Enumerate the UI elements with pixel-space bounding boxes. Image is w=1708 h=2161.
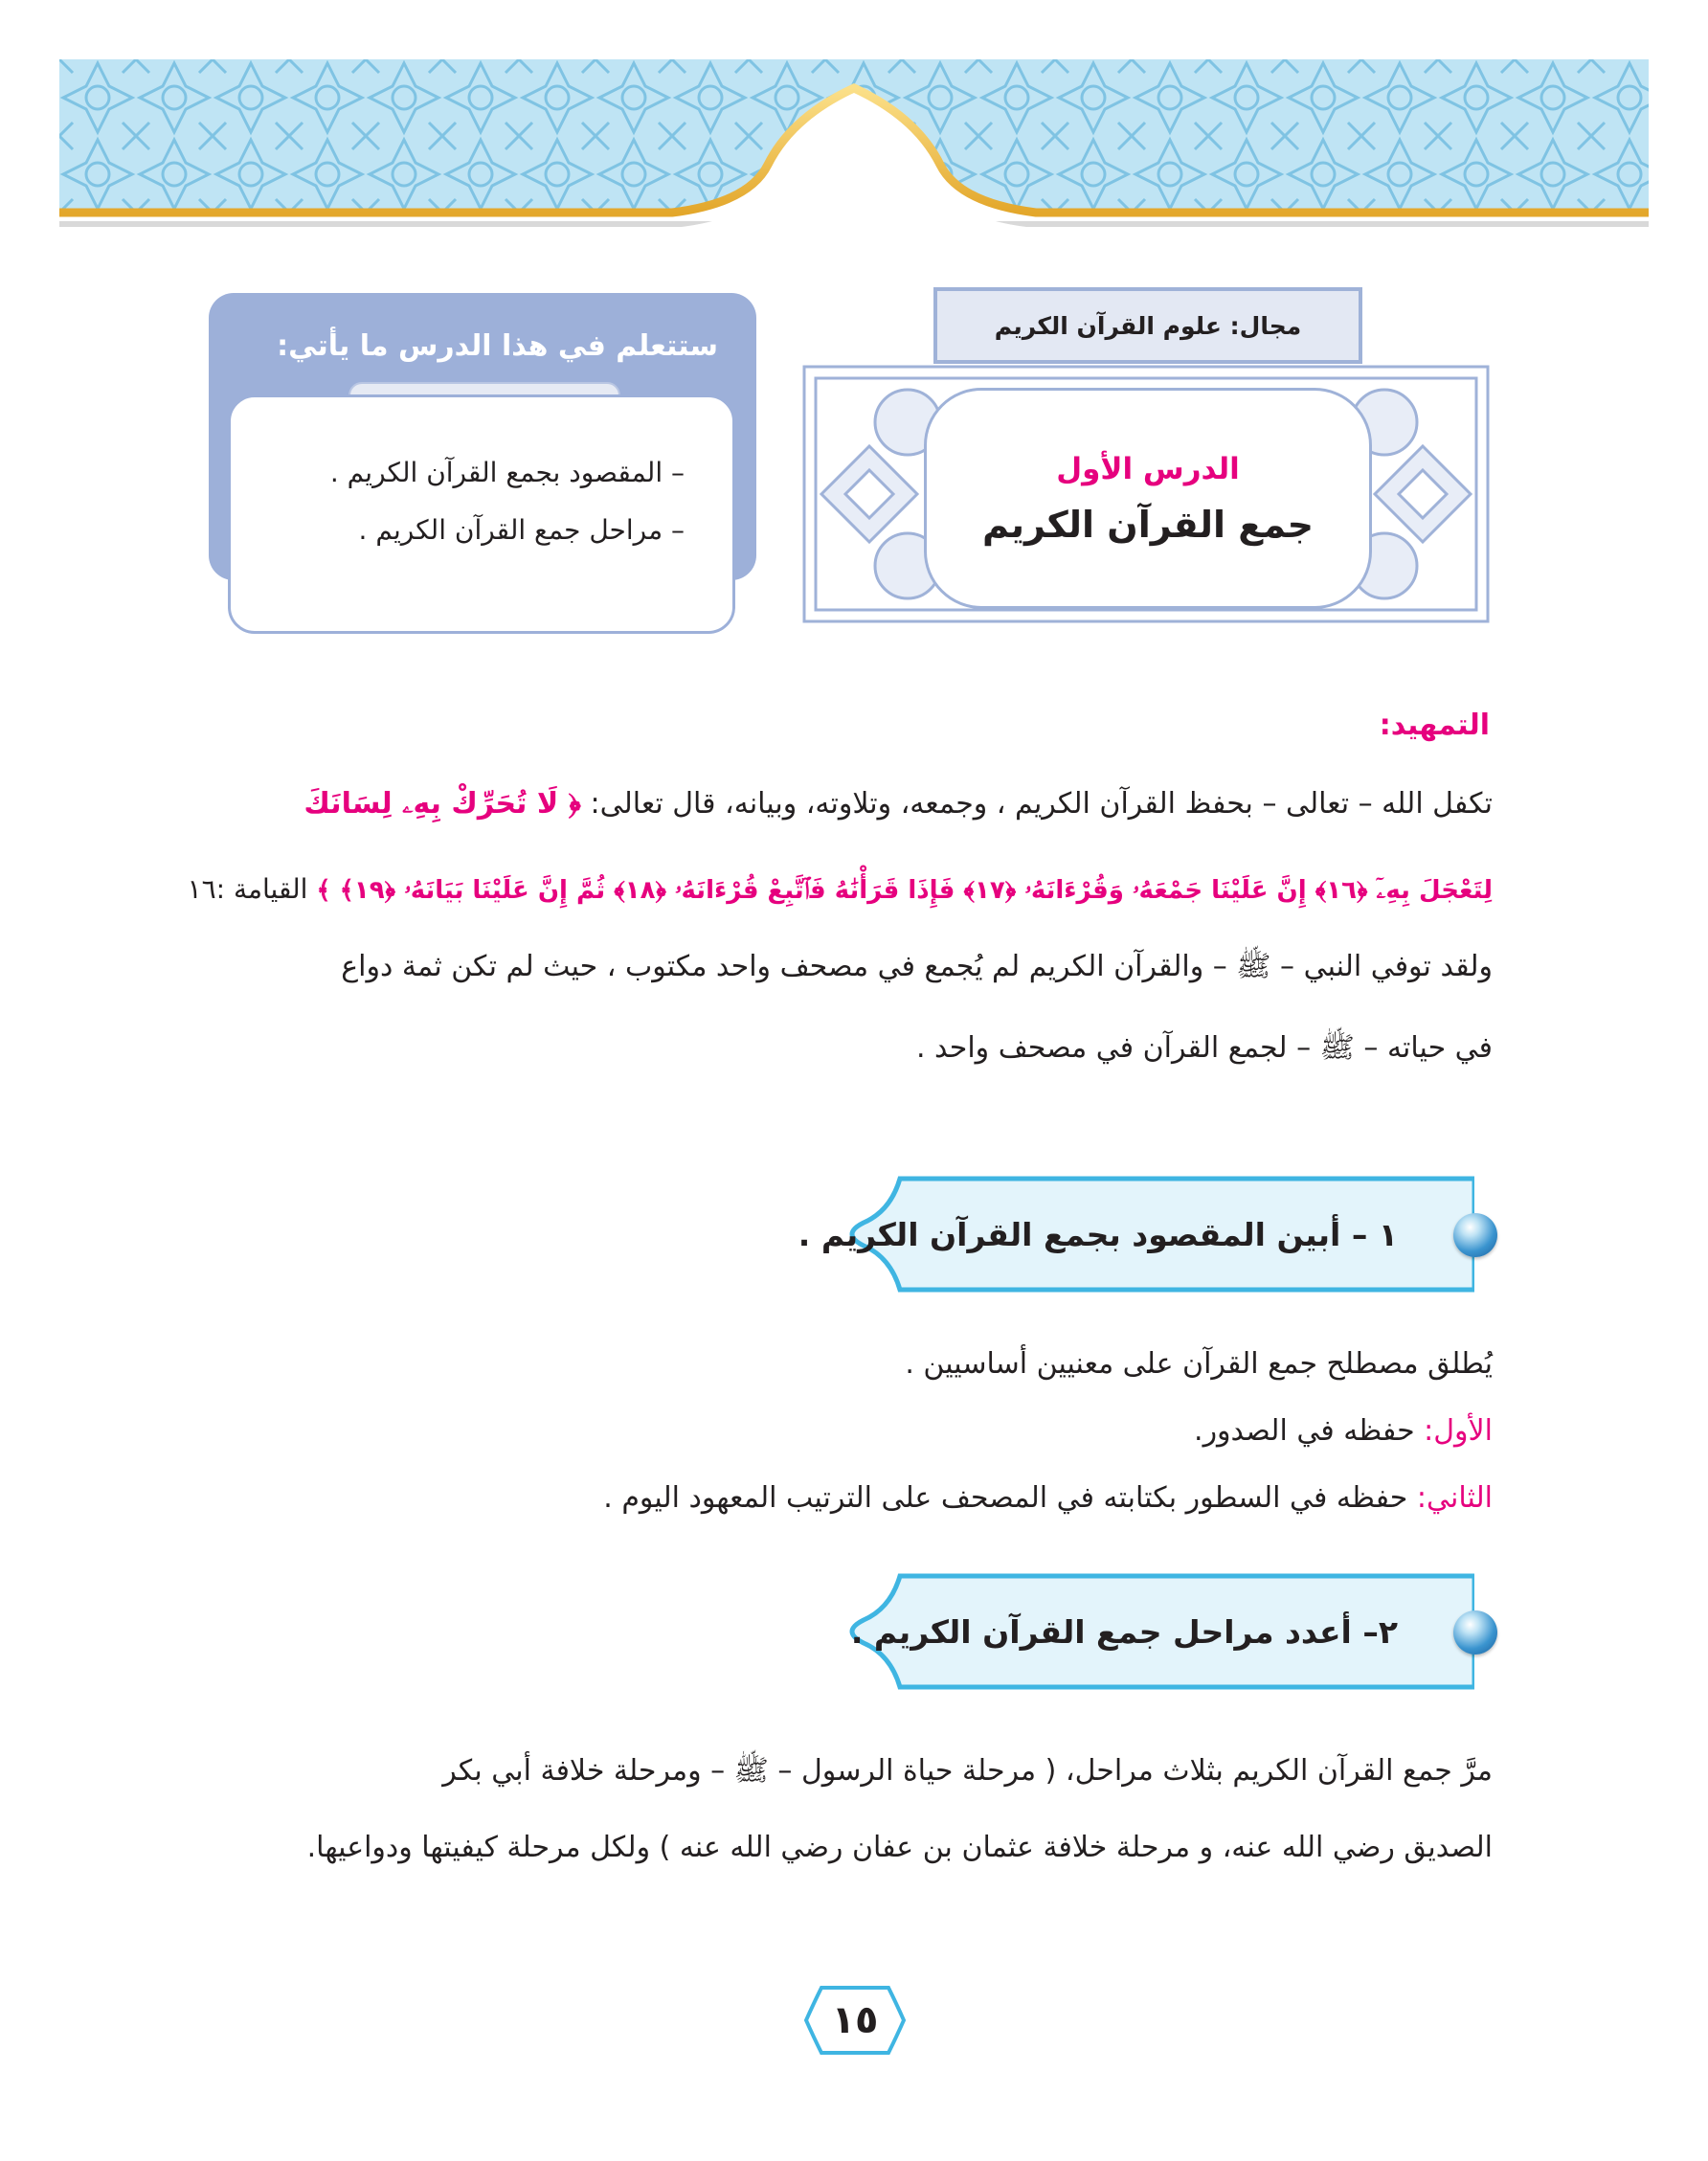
header-banner bbox=[59, 59, 1649, 243]
objectives-list bbox=[228, 394, 735, 634]
intro-line-1 bbox=[210, 787, 1493, 821]
answer-1-second bbox=[210, 1481, 1493, 1515]
question-2-banner bbox=[843, 1570, 1474, 1693]
intro-line-4: في حياته – ﷺ – لجمع القرآن في مصحف واحد . bbox=[915, 1031, 1493, 1065]
page-number: ١٥ bbox=[831, 1998, 879, 2042]
intro-heading: التمهيد: bbox=[1379, 709, 1490, 742]
lesson-number: الدرس الأول bbox=[1056, 451, 1240, 486]
question-1-text: ١ – أبين المقصود بجمع القرآن الكريم . bbox=[798, 1215, 1398, 1253]
question-2-text: ٢– أعدد مراحل جمع القرآن الكريم . bbox=[850, 1612, 1398, 1651]
answer-2-line-1: مرَّ جمع القرآن الكريم بثلاث مراحل، ( مرحلة حياة الرسول – ﷺ – ومرحلة خلافة أبي بكر bbox=[442, 1754, 1493, 1788]
quran-verse: لِتَعْجَلَ بِهِۦٓ ﴿١٦﴾ إِنَّ عَلَيْنَا جَمْعَهُۥ وَقُرْءَانَهُۥ ﴿١٧﴾ فَإِذَا قَرَأْنَٰهُ فَٱتَّبِعْ قُرْءَانَهُۥ ﴿١٨﴾ ثُمَّ إِنَّ عَلَيْنَا بَيَانَهُۥ ﴿١٩﴾ ﴾ bbox=[316, 876, 1493, 905]
intro-line-3: ولقد توفي النبي – ﷺ – والقرآن الكريم لم يُجمع في مصحف واحد مكتوب ، حيث لم تكن ثمة دواع bbox=[341, 950, 1493, 983]
first-label: الأول: bbox=[1424, 1414, 1493, 1448]
arabesque-banner-graphic bbox=[59, 59, 1649, 243]
surah-reference: القيامة :١٦ bbox=[187, 873, 317, 905]
lesson-title: جمع القرآن الكريم bbox=[981, 503, 1315, 546]
question-1-banner bbox=[798, 1173, 1474, 1295]
intro-text: تكفل الله – تعالى – بحفظ القرآن الكريم ، وجمعه، وتلاوته، وبيانه، قال تعالى: bbox=[580, 787, 1493, 821]
blue-bullet-icon bbox=[1453, 1610, 1497, 1655]
answer-1-line-1: يُطلق مصطلح جمع القرآن على معنيين أساسيين . bbox=[905, 1347, 1493, 1381]
quran-verse-start: ﴿ لَا تُحَرِّكْ بِهِۦ لِسَانَكَ bbox=[303, 787, 581, 821]
lesson-title-card bbox=[924, 388, 1372, 609]
blue-bullet-icon bbox=[1453, 1213, 1497, 1257]
answer-2-line-2: الصديق رضي الله عنه، و مرحلة خلافة عثمان بن عفان رضي الله عنه ) ولكل مرحلة كيفيتها ودواعيها. bbox=[306, 1831, 1493, 1864]
page-number-badge bbox=[802, 1984, 908, 2057]
objective-item: – مراحل جمع القرآن الكريم . bbox=[358, 514, 685, 546]
objectives-title: ستتعلم في هذا الدرس ما يأتي: bbox=[277, 329, 718, 363]
quran-verse-line bbox=[187, 873, 1493, 906]
first-text: حفظه في الصدور. bbox=[1194, 1414, 1425, 1448]
second-text: حفظه في السطور بكتابته في المصحف على الترتيب المعهود اليوم . bbox=[603, 1481, 1417, 1515]
objective-item: – المقصود بجمع القرآن الكريم . bbox=[329, 457, 685, 488]
second-label: الثاني: bbox=[1416, 1481, 1493, 1515]
answer-1-first bbox=[210, 1414, 1493, 1448]
field-label: مجال: علوم القرآن الكريم bbox=[933, 287, 1362, 364]
